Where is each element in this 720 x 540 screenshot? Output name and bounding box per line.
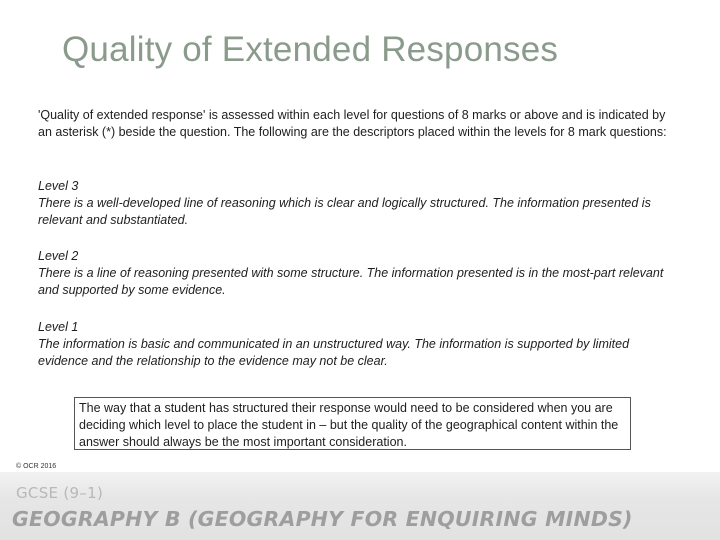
subject-title: GEOGRAPHY B (GEOGRAPHY FOR ENQUIRING MINDS) <box>12 507 633 531</box>
qualification-label: GCSE (9–1) <box>16 484 104 502</box>
level-description: There is a well-developed line of reasoning which is clear and logically structured. The information presented is relevant and substantiated. <box>38 196 651 227</box>
level-1-descriptor <box>38 319 678 370</box>
slide-title: Quality of Extended Responses <box>62 30 559 69</box>
level-heading: Level 3 <box>38 179 79 193</box>
level-2-descriptor <box>38 248 678 299</box>
intro-paragraph: 'Quality of extended response' is assessed within each level for questions of 8 marks or above and is indicated by an asterisk (*) beside the question. The following are the descriptors placed within the levels for 8 mark questions: <box>38 108 667 139</box>
level-heading: Level 2 <box>38 249 79 263</box>
note-box: The way that a student has structured their response would need to be considered when you are deciding which level to place the student in – but the quality of the geographical content within the answer should always be the most important consideration. <box>74 397 631 450</box>
level-heading: Level 1 <box>38 320 79 334</box>
copyright-notice: © OCR 2016 <box>16 463 57 470</box>
level-3-descriptor <box>38 178 678 229</box>
level-description: There is a line of reasoning presented with some structure. The information presented is in the most-part relevant and supported by some evidence. <box>38 266 664 297</box>
level-description: The information is basic and communicated in an unstructured way. The information is supported by limited evidence and the relationship to the evidence may not be clear. <box>38 337 630 368</box>
